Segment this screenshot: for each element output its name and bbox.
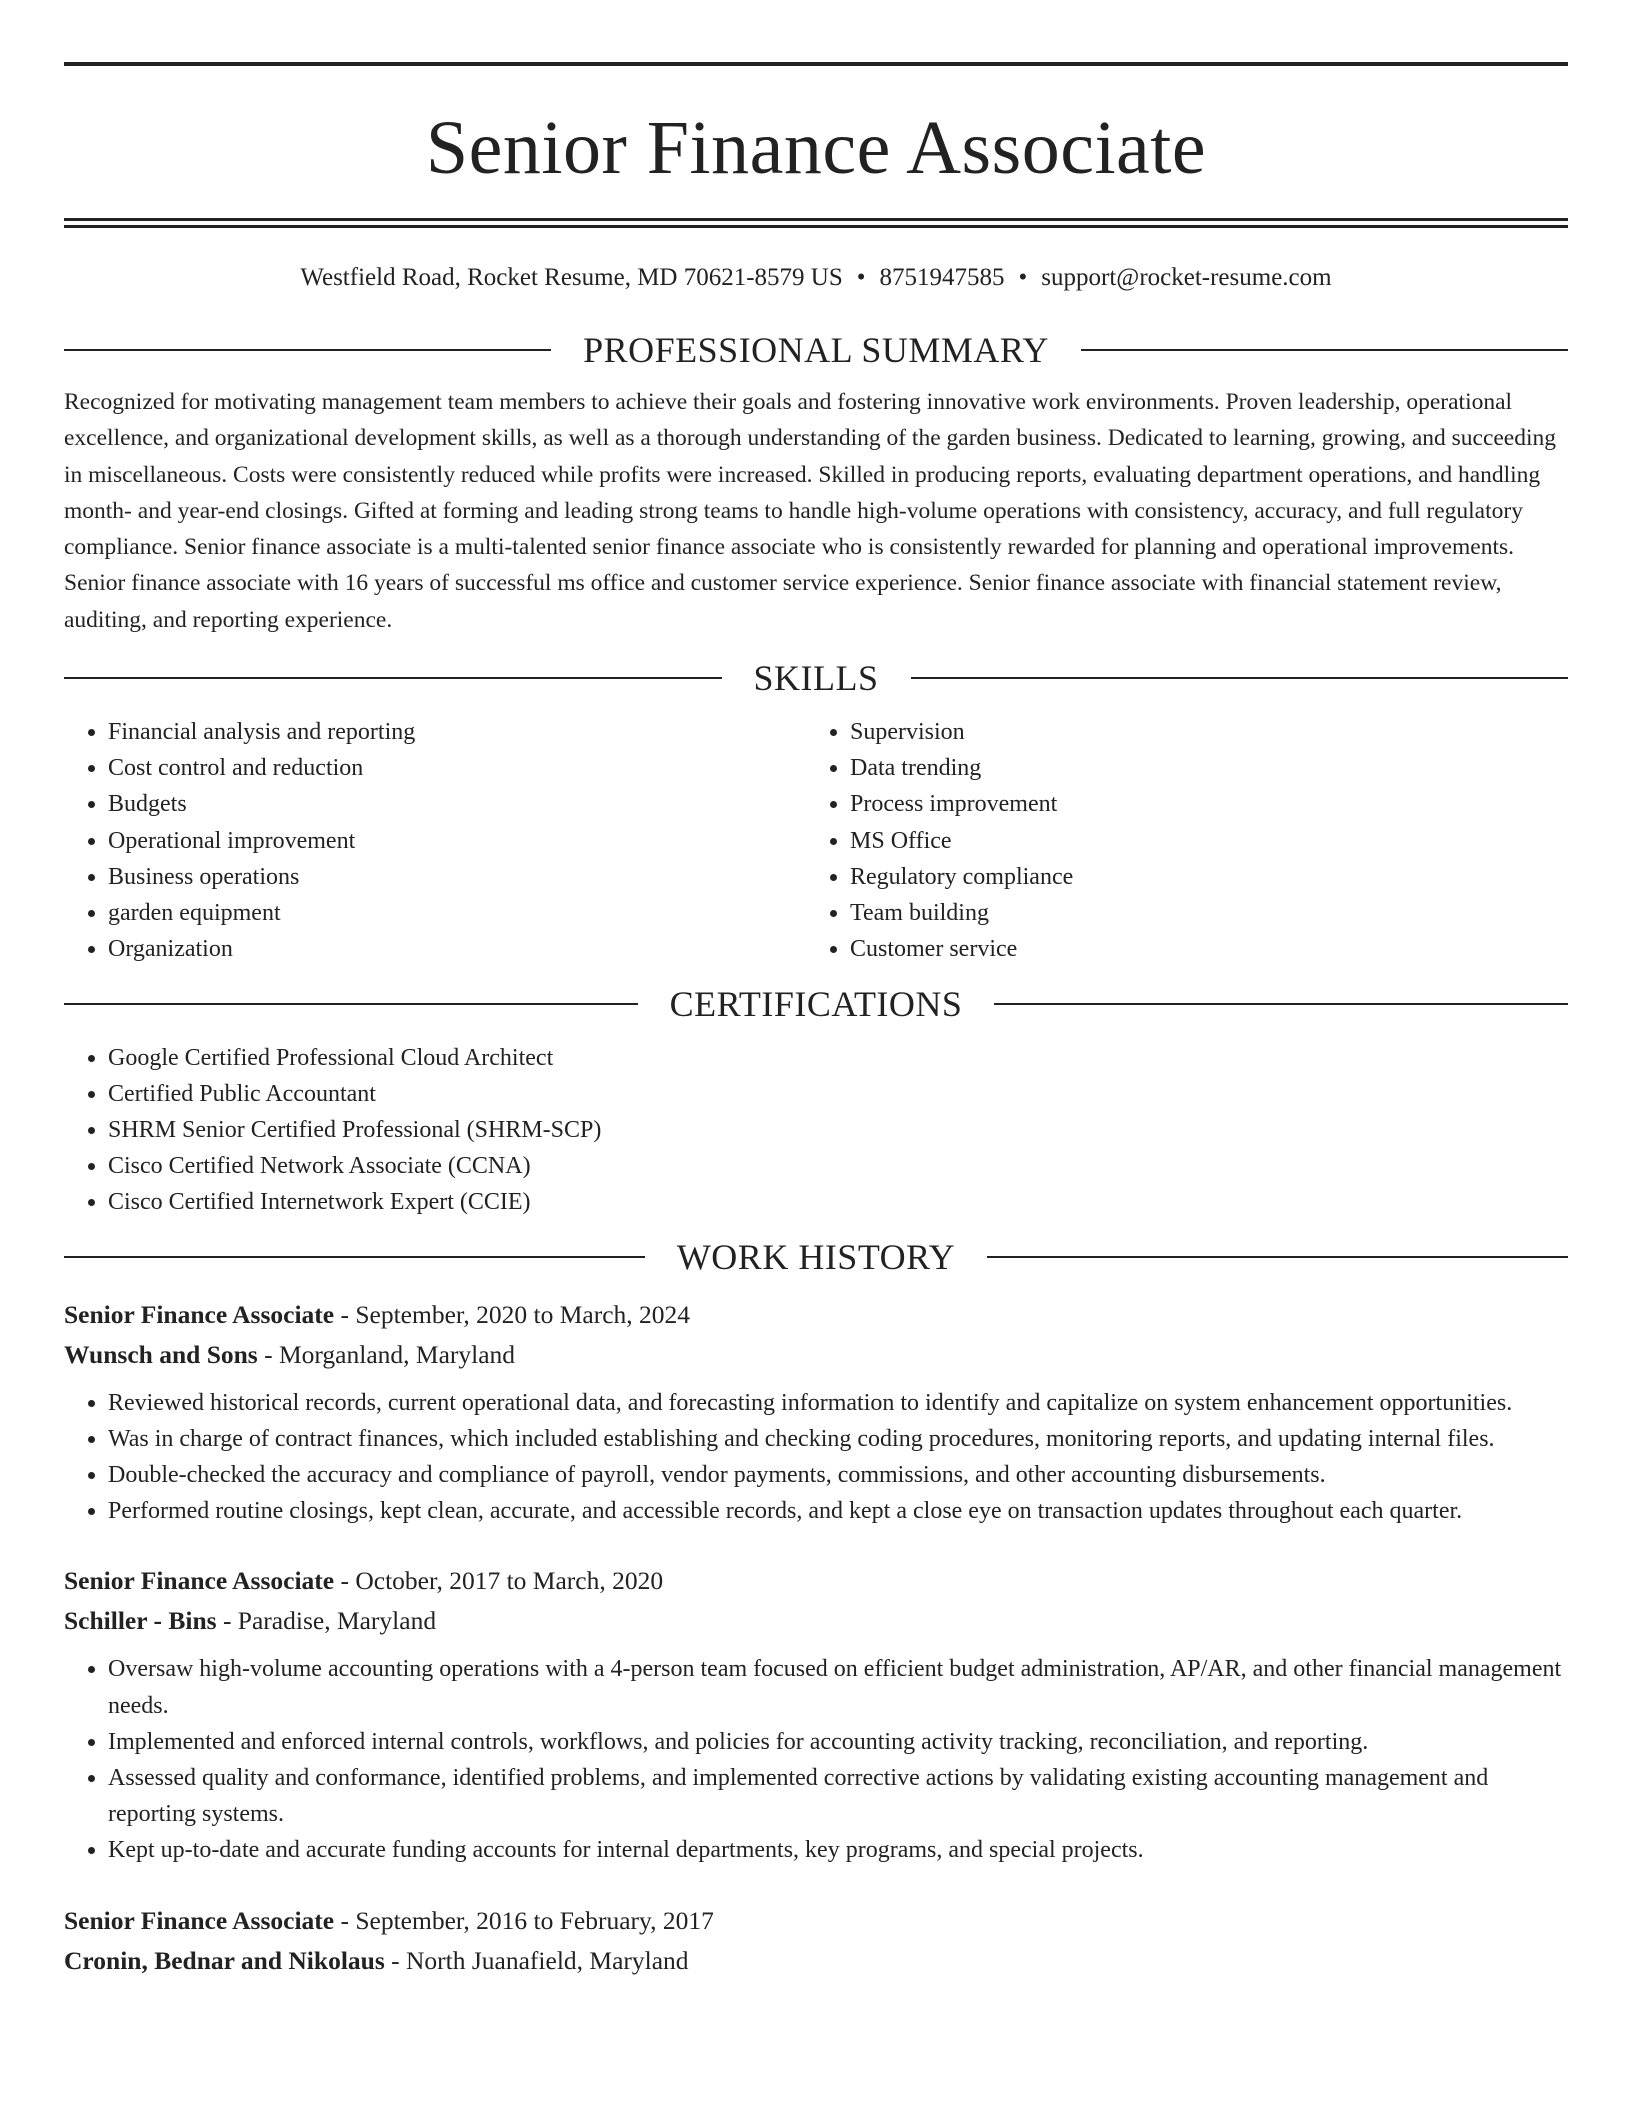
- contact-address: Westfield Road, Rocket Resume, MD 70621-8579 US: [300, 264, 843, 291]
- job-duties-list: [64, 1651, 1568, 1868]
- contact-email[interactable]: support@rocket-resume.com: [1041, 264, 1332, 291]
- section-title-summary: PROFESSIONAL SUMMARY: [583, 330, 1049, 370]
- skill-item: • Cost control and reduction: [108, 750, 806, 786]
- job-role: Senior Finance Associate: [64, 1566, 335, 1596]
- section-rule: [64, 349, 551, 351]
- skill-item: • Data trending: [850, 750, 1548, 786]
- skill-item: • Process improvement: [850, 786, 1548, 822]
- skills-columns: [64, 714, 1568, 967]
- skill-item: • Financial analysis and reporting: [108, 714, 806, 750]
- job-duty: • Performed routine closings, kept clean, accurate, and accessible records, and kept a close eye on transaction updates throughout each quarter.: [108, 1493, 1568, 1529]
- section-title-skills: SKILLS: [753, 658, 879, 699]
- section-rule: [994, 1003, 1568, 1005]
- job-dates: - October, 2017 to March, 2020: [334, 1566, 664, 1596]
- contact-separator: •: [1018, 264, 1028, 291]
- section-rule: [987, 1256, 1568, 1258]
- skill-item: • Team building: [850, 895, 1548, 931]
- job-entry: [64, 1561, 1568, 1868]
- section-rule: [64, 677, 722, 679]
- skills-list-right: [806, 714, 1548, 967]
- job-location: - Morganland, Maryland: [257, 1339, 516, 1369]
- section-rule: [64, 1003, 638, 1005]
- certification-item: • Certified Public Accountant: [108, 1076, 1568, 1112]
- certification-item: • SHRM Senior Certified Professional (SHRM-SCP): [108, 1112, 1568, 1148]
- job-role: Senior Finance Associate: [64, 1299, 335, 1329]
- skill-item: • Operational improvement: [108, 823, 806, 859]
- skills-column-left: [64, 714, 806, 967]
- skill-item: • Budgets: [108, 786, 806, 822]
- skill-item: • MS Office: [850, 823, 1548, 859]
- job-company-line: [64, 1601, 1568, 1641]
- certifications-list: [64, 1040, 1568, 1221]
- skills-column-right: [806, 714, 1548, 967]
- contact-line: [64, 262, 1568, 294]
- job-location: - Paradise, Maryland: [216, 1606, 437, 1636]
- skill-item: • Regulatory compliance: [850, 859, 1548, 895]
- contact-separator: •: [856, 264, 866, 291]
- top-rule: [64, 62, 1568, 66]
- job-location: - North Juanafield, Maryland: [384, 1945, 689, 1975]
- double-rule: [64, 218, 1568, 228]
- skill-item: • Organization: [108, 931, 806, 967]
- job-duty: • Was in charge of contract finances, which included establishing and checking coding procedures, monitoring reports, and updating internal files.: [108, 1421, 1568, 1457]
- job-duties-list: [64, 1385, 1568, 1530]
- job-company: Wunsch and Sons: [64, 1339, 258, 1369]
- certification-item: • Cisco Certified Network Associate (CCNA): [108, 1148, 1568, 1184]
- job-duty: • Implemented and enforced internal controls, workflows, and policies for accounting activity tracking, reconciliation, and reporting.: [108, 1724, 1568, 1760]
- section-header-certifications: [64, 982, 1568, 1026]
- skill-item: • Customer service: [850, 931, 1548, 967]
- section-header-skills: [64, 656, 1568, 700]
- job-duty: • Oversaw high-volume accounting operations with a 4-person team focused on efficient budget administration, AP/AR, and other financial management needs.: [108, 1651, 1568, 1723]
- job-title-line: [64, 1901, 1568, 1941]
- job-company: Cronin, Bednar and Nikolaus: [64, 1945, 385, 1975]
- job-company: Schiller - Bins: [64, 1606, 217, 1636]
- job-company-line: [64, 1941, 1568, 1981]
- job-entry: [64, 1295, 1568, 1530]
- job-title-line: [64, 1295, 1568, 1335]
- job-dates: - September, 2020 to March, 2024: [334, 1299, 691, 1329]
- job-duty: • Assessed quality and conformance, identified problems, and implemented corrective actions by validating existing accounting management and reporting systems.: [108, 1760, 1568, 1832]
- contact-phone: 8751947585: [879, 264, 1005, 291]
- section-title-work-history: WORK HISTORY: [676, 1236, 956, 1277]
- summary-text: Recognized for motivating management team members to achieve their goals and fostering innovative work environments. Proven leadership, operational excellence, and organizational development skills, as well as a thorough understanding of the garden business. Dedicated to learning, growing, and succeeding in miscellaneous. Costs were consistently reduced while profits were increased. Skilled in producing reports, evaluating department operations, and handling month- and year-end closings. Gifted at forming and leading strong teams to handle high-volume operations with consistency, accuracy, and full regulatory compliance. Senior finance associate is a multi-talented senior finance associate who is consistently rewarded for planning and operational improvements. Senior finance associate with 16 years of successful ms office and customer service experience. Senior finance associate with financial statement review, auditing, and reporting experience.: [64, 389, 1557, 633]
- job-entry: [64, 1901, 1568, 1981]
- skill-item: • Supervision: [850, 714, 1548, 750]
- section-header-work-history: [64, 1235, 1568, 1279]
- section-header-summary: [64, 328, 1568, 372]
- skill-item: • garden equipment: [108, 895, 806, 931]
- job-duty: • Reviewed historical records, current operational data, and forecasting information to identify and capitalize on system enhancement opportunities.: [108, 1385, 1568, 1421]
- section-title-certifications: CERTIFICATIONS: [669, 983, 963, 1024]
- section-rule: [1081, 349, 1568, 351]
- resume-name: Senior Finance Associate: [425, 106, 1207, 190]
- skills-list-left: [64, 714, 806, 967]
- job-dates: - September, 2016 to February, 2017: [334, 1905, 714, 1935]
- job-duty: • Double-checked the accuracy and compliance of payroll, vendor payments, commissions, and other accounting disbursements.: [108, 1457, 1568, 1493]
- job-company-line: [64, 1335, 1568, 1375]
- job-duty: • Kept up-to-date and accurate funding accounts for internal departments, key programs, and special projects.: [108, 1832, 1568, 1868]
- certifications-block: [64, 1040, 1568, 1221]
- section-rule: [64, 1256, 645, 1258]
- skill-item: • Business operations: [108, 859, 806, 895]
- section-rule: [911, 677, 1569, 679]
- certification-item: • Google Certified Professional Cloud Architect: [108, 1040, 1568, 1076]
- job-role: Senior Finance Associate: [64, 1905, 335, 1935]
- certification-item: • Cisco Certified Internetwork Expert (CCIE): [108, 1184, 1568, 1220]
- job-title-line: [64, 1561, 1568, 1601]
